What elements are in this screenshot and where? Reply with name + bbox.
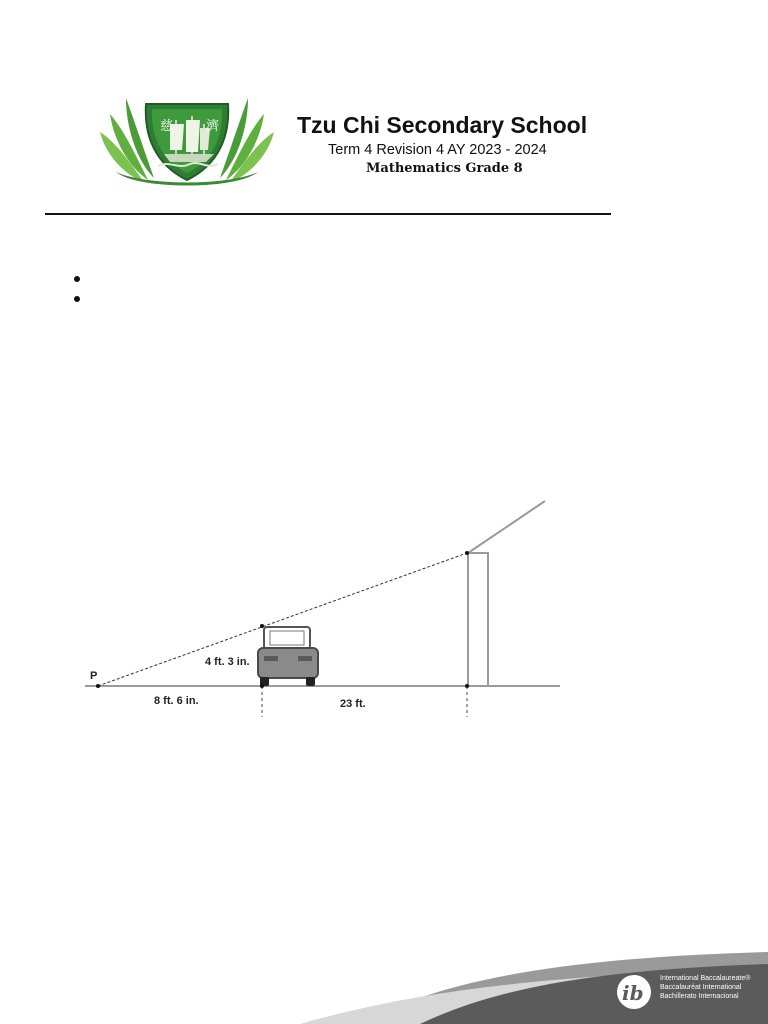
point-building-top xyxy=(465,551,469,555)
point-car-base xyxy=(260,684,264,688)
point-car-top xyxy=(260,624,264,628)
school-name: Tzu Chi Secondary School xyxy=(297,112,588,138)
ib-line-french: Baccalauréat International xyxy=(660,984,742,991)
bullet-list xyxy=(70,270,90,310)
distance-p-to-car-label: 8 ft. 6 in. xyxy=(154,695,199,707)
ib-line-spanish: Bachillerato Internacional xyxy=(660,993,739,1000)
ib-organization-text xyxy=(660,974,750,1001)
subject-line: Mathematics Grade 8 xyxy=(366,161,523,176)
logo-character-left: 慈 xyxy=(160,119,174,134)
school-logo xyxy=(96,94,278,194)
point-building-base xyxy=(465,684,469,688)
ib-footer-band xyxy=(0,940,768,1024)
logo-character-right: 濟 xyxy=(206,119,220,134)
car-height-label: 4 ft. 3 in. xyxy=(205,656,250,668)
similar-triangles-diagram xyxy=(80,495,565,720)
svg-text:ib: ib xyxy=(622,981,644,1005)
ib-line-english: International Baccalaureate® xyxy=(660,975,751,982)
term-line: Term 4 Revision 4 AY 2023 - 2024 xyxy=(328,142,547,158)
car xyxy=(258,627,318,686)
point-p-label: P xyxy=(90,670,98,682)
bullet-item xyxy=(70,290,90,310)
distance-car-to-building-label: 23 ft. xyxy=(340,698,366,710)
bullet-item xyxy=(70,270,90,290)
header-divider xyxy=(45,213,611,215)
point-p xyxy=(96,684,100,688)
